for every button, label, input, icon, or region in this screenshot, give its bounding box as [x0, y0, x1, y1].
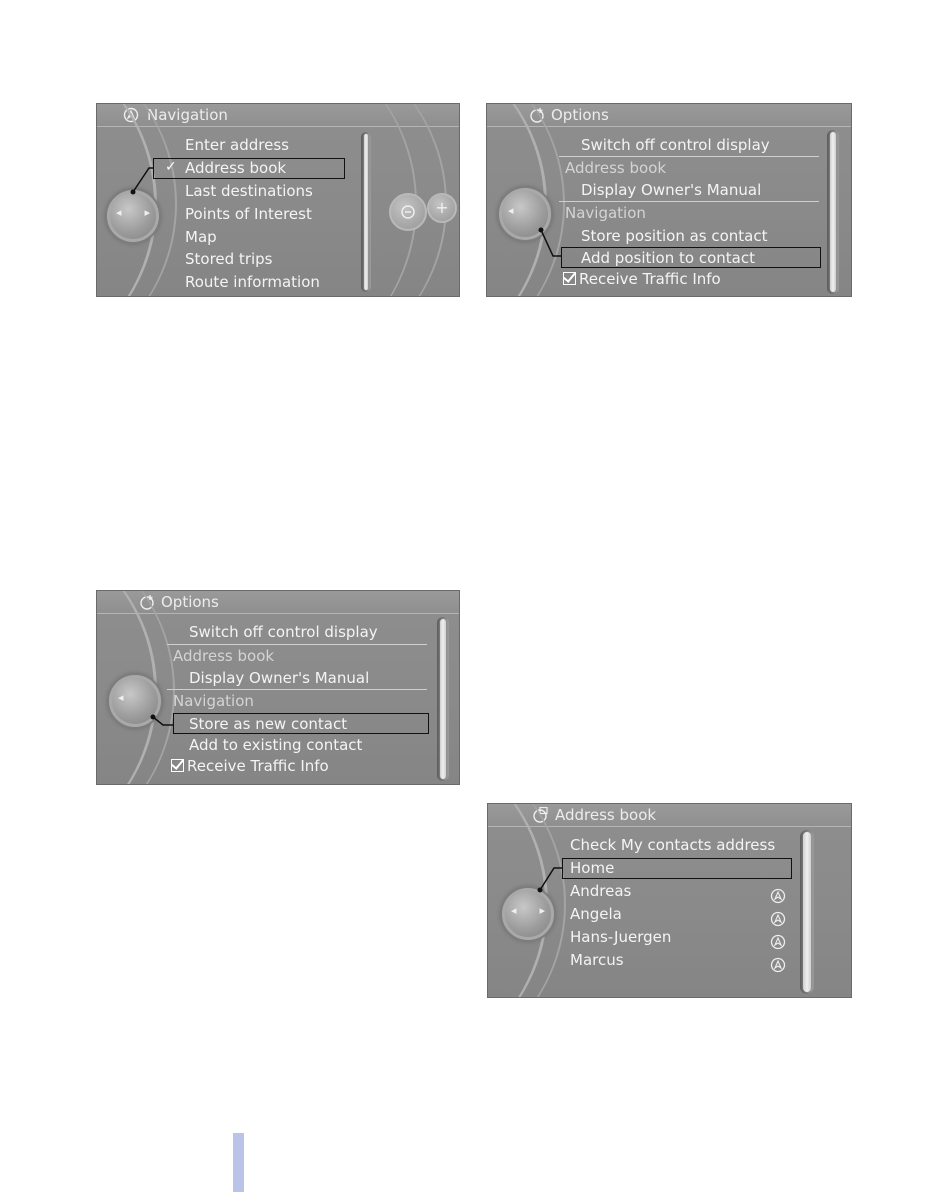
options-screen: [486, 103, 852, 297]
section-heading: Address book: [173, 647, 275, 665]
page-title: Navigation: [147, 106, 228, 124]
menu-item[interactable]: Store position as contact: [581, 227, 768, 245]
menu-item[interactable]: Route information: [185, 273, 320, 291]
arrow-left-icon: ◂: [508, 204, 514, 217]
menu-item[interactable]: Address book: [185, 159, 287, 177]
checkbox-checked-icon[interactable]: [563, 272, 576, 285]
menu-item[interactable]: Switch off control display: [581, 136, 770, 154]
menu-item[interactable]: Points of Interest: [185, 205, 312, 223]
destination-icon[interactable]: [770, 957, 786, 973]
checkbox-item[interactable]: [563, 268, 721, 290]
checkbox-label: Receive Traffic Info: [187, 757, 329, 775]
menu-item[interactable]: Store as new contact: [189, 715, 348, 733]
list-item[interactable]: Angela: [570, 905, 622, 923]
page-title: Options: [161, 593, 219, 611]
arrow-right-icon: ▸: [539, 904, 545, 917]
destination-icon[interactable]: [770, 888, 786, 904]
page-title: Address book: [555, 806, 657, 824]
menu-item[interactable]: Stored trips: [185, 250, 273, 268]
checkmark-icon: ✓: [165, 159, 177, 175]
destination-icon[interactable]: [770, 934, 786, 950]
menu-item[interactable]: Enter address: [185, 136, 289, 154]
list-item[interactable]: Andreas: [570, 882, 632, 900]
menu-item[interactable]: Last destinations: [185, 182, 313, 200]
options-screen: [96, 590, 460, 785]
arrow-left-icon: ◂: [116, 206, 122, 219]
menu-item[interactable]: Map: [185, 228, 217, 246]
list-item[interactable]: Home: [570, 859, 615, 877]
destination-icon[interactable]: [770, 911, 786, 927]
arrow-left-icon: ◂: [118, 691, 124, 704]
menu-item[interactable]: Switch off control display: [189, 623, 378, 641]
navigation-screen: [96, 103, 460, 297]
page-title: Options: [551, 106, 609, 124]
section-heading: Navigation: [173, 692, 254, 710]
section-heading: Navigation: [565, 204, 646, 222]
checkbox-checked-icon[interactable]: [171, 759, 184, 772]
arrow-right-icon: ▸: [144, 206, 150, 219]
checkbox-label: Receive Traffic Info: [579, 270, 721, 288]
menu-item[interactable]: Display Owner's Manual: [581, 181, 762, 199]
checkbox-item[interactable]: [171, 755, 329, 777]
arrow-left-icon: ◂: [511, 904, 517, 917]
menu-item[interactable]: Add to existing contact: [189, 736, 363, 754]
menu-item[interactable]: Check My contacts address: [570, 836, 776, 854]
address-book-screen: [487, 803, 852, 998]
page-accent-bar: [233, 1133, 244, 1192]
plus-icon: +: [435, 198, 449, 217]
list-item[interactable]: Marcus: [570, 951, 624, 969]
section-heading: Address book: [565, 159, 667, 177]
menu-item[interactable]: Add position to contact: [581, 249, 755, 267]
menu-item[interactable]: Display Owner's Manual: [189, 669, 370, 687]
list-item[interactable]: Hans-Juergen: [570, 928, 672, 946]
